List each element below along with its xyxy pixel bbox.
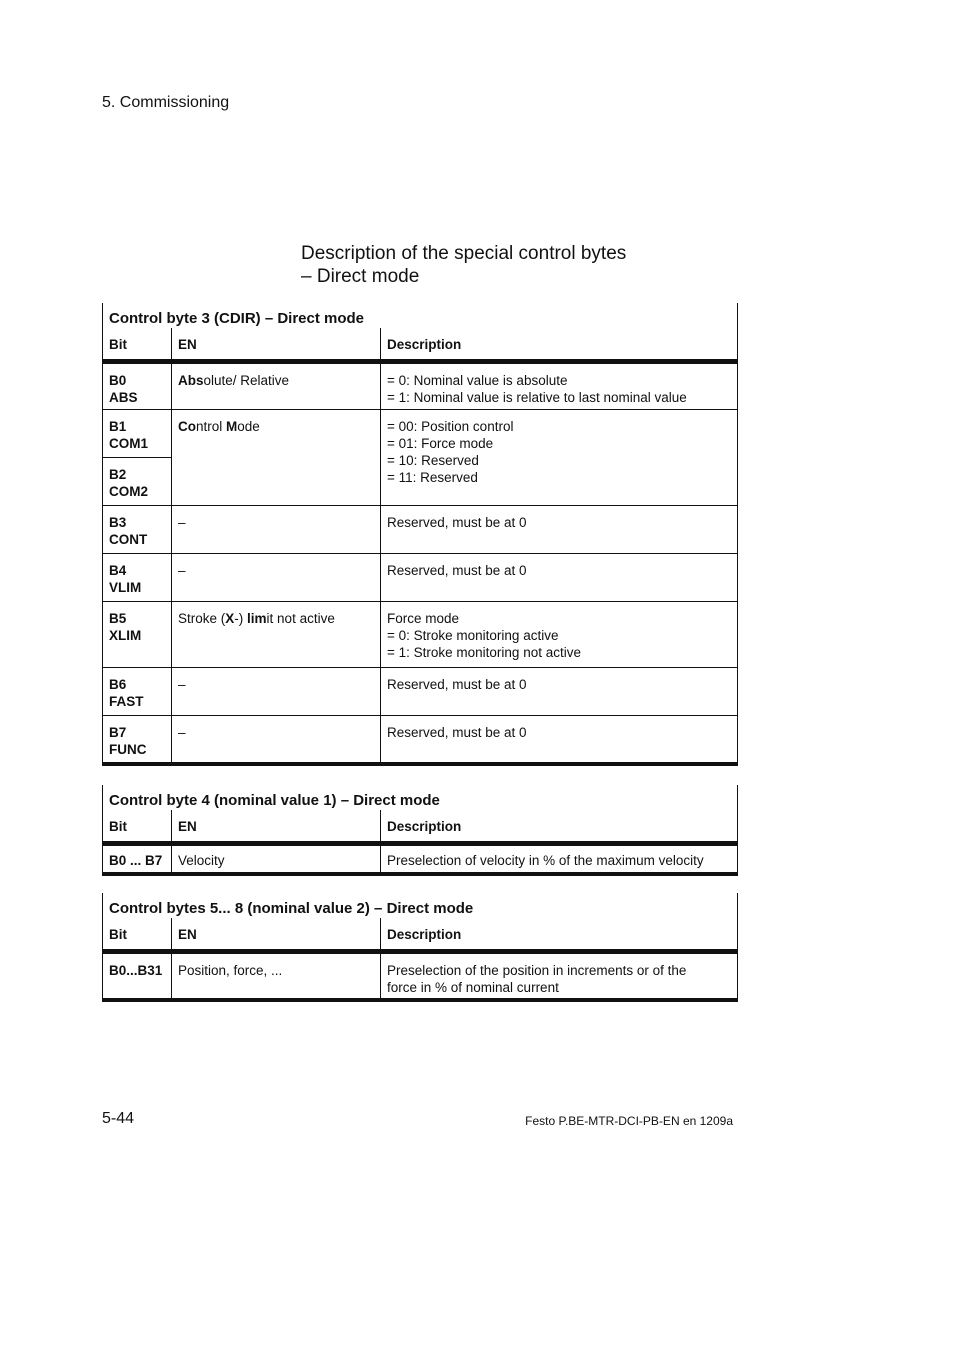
description-cell (381, 362, 738, 410)
description-line: Preselection of the position in increments or of the (387, 963, 687, 978)
bit-name: FAST (109, 694, 144, 709)
description-line: force in % of nominal current (387, 980, 559, 995)
column-header-bit: Bit (103, 918, 172, 952)
description-cell (381, 952, 738, 1000)
bit-name: XLIM (109, 628, 142, 643)
bit-name: COM2 (109, 484, 149, 499)
bit-number: B4 (109, 563, 127, 578)
table-caption: Control byte 3 (CDIR) – Direct mode (103, 303, 738, 328)
bit-name: VLIM (109, 580, 142, 595)
en-text: it not active (266, 611, 335, 626)
en-cell: – (172, 506, 381, 554)
table-caption: Control byte 4 (nominal value 1) – Direct mode (103, 785, 738, 810)
description-cell: Reserved, must be at 0 (381, 554, 738, 602)
description-line: = 11: Reserved (387, 470, 478, 485)
control-bytes-5-8-table (102, 893, 738, 1002)
description-line: = 1: Nominal value is relative to last nominal value (387, 390, 687, 405)
en-text: -) (234, 611, 248, 626)
bit-number: B6 (109, 677, 127, 692)
bit-number: B7 (109, 725, 127, 740)
bit-number: B1 (109, 419, 127, 434)
description-cell: Reserved, must be at 0 (381, 506, 738, 554)
bit-number: B5 (109, 611, 127, 626)
table-row (103, 602, 738, 668)
en-cell: Velocity (172, 844, 381, 874)
bit-cell: B0...B31 (103, 952, 172, 1000)
en-text: ode (237, 419, 260, 434)
section-header: 5. Commissioning (102, 94, 230, 111)
column-header-description: Description (381, 328, 738, 362)
en-bold: Co (178, 419, 196, 434)
column-header-en: EN (172, 810, 381, 844)
description-cell: Reserved, must be at 0 (381, 716, 738, 764)
title-line-2: – Direct mode (301, 266, 420, 287)
bit-name: COM1 (109, 436, 149, 451)
bit-cell (103, 506, 172, 554)
bit-name: CONT (109, 532, 148, 547)
column-header-bit: Bit (103, 810, 172, 844)
en-bold: Abs (178, 373, 204, 388)
description-line: = 00: Position control (387, 419, 514, 434)
bit-cell (103, 362, 172, 410)
page-title (301, 242, 626, 288)
bit-cell: B0 ... B7 (103, 844, 172, 874)
bit-cell (103, 554, 172, 602)
en-cell: – (172, 554, 381, 602)
description-cell (381, 602, 738, 668)
bit-number: B0 (109, 373, 127, 388)
column-header-en: EN (172, 328, 381, 362)
bit-cell (103, 668, 172, 716)
en-cell: Position, force, ... (172, 952, 381, 1000)
column-header-description: Description (381, 810, 738, 844)
description-cell: Reserved, must be at 0 (381, 668, 738, 716)
en-cell (172, 602, 381, 668)
table-caption: Control bytes 5... 8 (nominal value 2) – Direct mode (103, 893, 738, 918)
en-cell: – (172, 668, 381, 716)
bit-cell (103, 602, 172, 668)
table-row (103, 362, 738, 410)
table-row (103, 952, 738, 1000)
description-line: = 1: Stroke monitoring not active (387, 645, 581, 660)
description-cell (381, 410, 738, 506)
en-cell (172, 410, 381, 506)
en-bold: lim (247, 611, 267, 626)
title-line-1: Description of the special control bytes (301, 243, 627, 264)
page-number: 5-44 (102, 1110, 135, 1127)
en-cell (172, 362, 381, 410)
control-byte-3-table (102, 303, 738, 766)
en-bold: M (226, 419, 238, 434)
control-byte-4-table (102, 785, 738, 876)
table-row (103, 506, 738, 554)
table-row (103, 554, 738, 602)
description-line: = 0: Stroke monitoring active (387, 628, 559, 643)
bit-cell (103, 410, 172, 458)
column-header-en: EN (172, 918, 381, 952)
bit-name: FUNC (109, 742, 147, 757)
en-text: Stroke ( (178, 611, 226, 626)
description-line: Force mode (387, 611, 460, 626)
en-text: olute/ Relative (203, 373, 290, 388)
bit-number: B3 (109, 515, 127, 530)
en-cell: – (172, 716, 381, 764)
column-header-description: Description (381, 918, 738, 952)
en-text: ntrol (196, 419, 227, 434)
table-row (103, 668, 738, 716)
bit-number: B2 (109, 467, 127, 482)
description-cell: Preselection of velocity in % of the maximum velocity (381, 844, 738, 874)
table-row (103, 716, 738, 764)
table-row (103, 844, 738, 874)
en-bold: X (225, 611, 235, 626)
description-line: = 10: Reserved (387, 453, 479, 468)
document-id: Festo P.BE-MTR-DCI-PB-EN en 1209a (525, 1114, 733, 1128)
bit-name: ABS (109, 390, 138, 405)
column-header-bit: Bit (103, 328, 172, 362)
table-row (103, 410, 738, 458)
description-line: = 0: Nominal value is absolute (387, 373, 568, 388)
bit-cell (103, 716, 172, 764)
bit-cell (103, 458, 172, 506)
description-line: = 01: Force mode (387, 436, 494, 451)
